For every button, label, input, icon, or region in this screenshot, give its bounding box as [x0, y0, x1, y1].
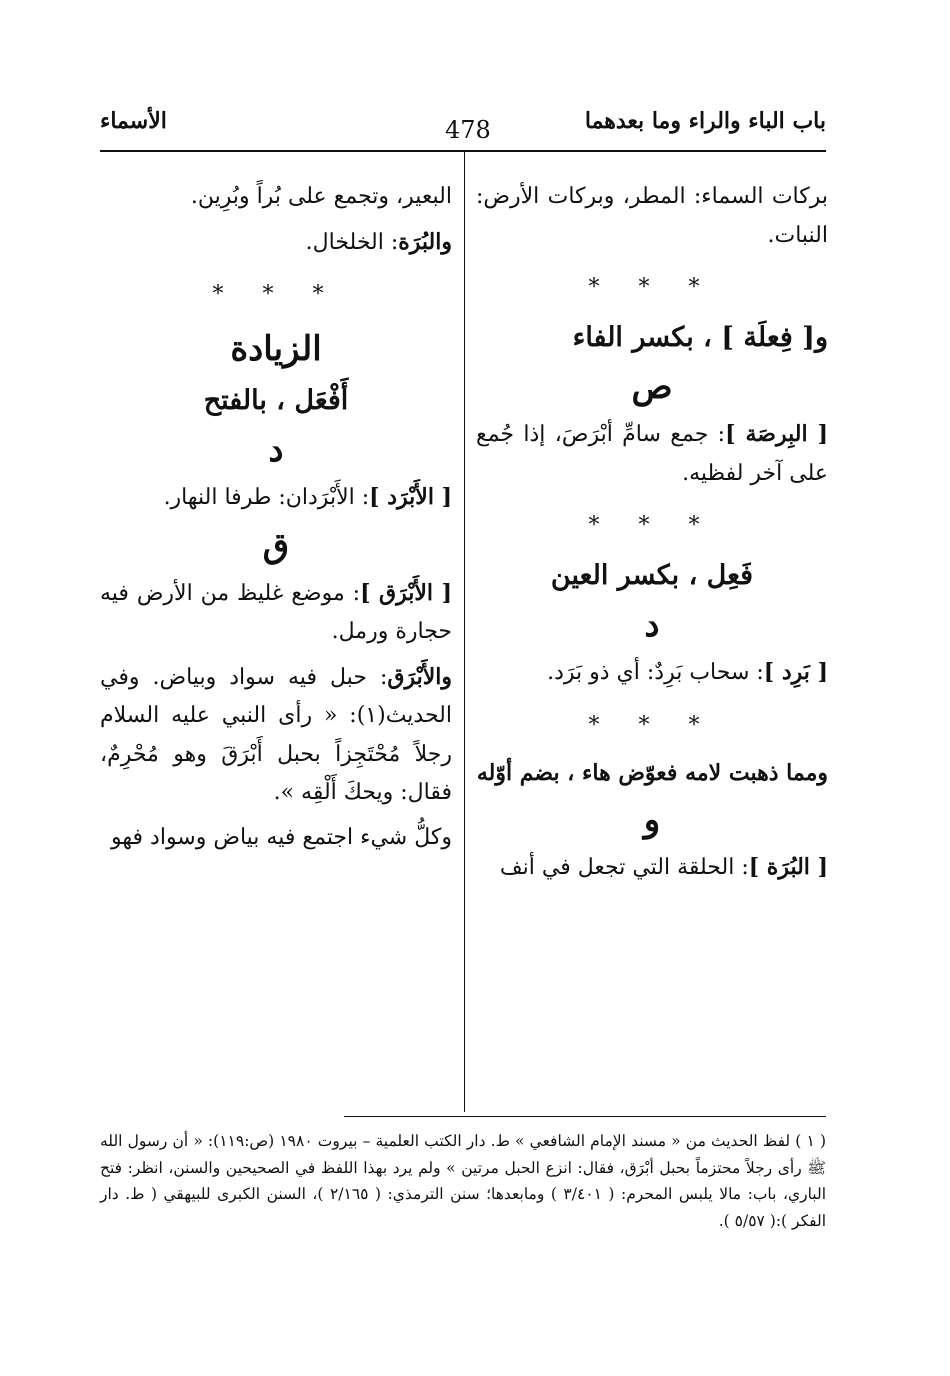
definition: : الأَبْرَدان: طرفا النهار. — [163, 485, 370, 510]
footnote-rule — [344, 1116, 826, 1117]
footnote — [100, 1128, 826, 1235]
headword: [ البِرصَة ] — [725, 421, 828, 447]
section-heading: فَعِل ، بكسر العين — [550, 560, 754, 591]
section-separator: * * * — [212, 282, 340, 307]
definition: : سحاب بَرِدٌ: أي ذو بَرَد. — [547, 660, 764, 685]
entry-paragraph — [476, 848, 828, 888]
section-separator: * * * — [588, 275, 716, 300]
headword: والبُرَة — [398, 228, 452, 255]
running-header — [100, 108, 826, 148]
letter-heading: ص — [631, 367, 673, 407]
entry-paragraph — [100, 478, 452, 518]
headword: والأَبْرَق — [387, 663, 452, 690]
headword: [ الأَبْرَق ] — [360, 579, 452, 606]
left-column — [100, 178, 452, 863]
section-heading: و[ فِعلَة ] ، بكسر الفاء — [572, 322, 828, 353]
column-divider — [464, 152, 465, 1112]
definition: : جمع سامِّ أبْرَصَ، إذا جُمع على آخر لفظيه. — [476, 422, 828, 486]
entry-paragraph: بركات السماء: المطر، وبركات الأرض: النبات. — [476, 184, 828, 248]
headword: [ بَرِد ] — [763, 659, 828, 685]
header-rule — [100, 150, 826, 152]
section-heading: أَفْعَل ، بالفتح — [203, 385, 349, 416]
entry-paragraph — [476, 653, 828, 693]
footnote-text: ( ١ ) لفظ الحديث من « مسند الإمام الشافعي » ط. دار الكتب العلمية – بيروت ١٩٨٠ (ص:١١٩): « أن رسول الله ﷺ رأى رجلاً محتزماً بحبل أبْرَق، فقال: انزع الحبل مرتين » ولم يرد بهذا اللفظ في الصحيحين والسنن، انظر: فتح الباري، باب: مالا يلبس المحرم: ( ٣/٤٠١ ) ومابعدها؛ سنن الترمذي: ( ٢/١٦٥ )، السنن الكبرى للبيهقي ( ط. دار الفكر ):( ٥/٥٧ ). — [100, 1132, 826, 1230]
letter-heading: د — [268, 430, 284, 470]
definition: : الحلقة التي تجعل في أنف — [499, 854, 749, 880]
section-separator: * * * — [588, 513, 716, 538]
entry-paragraph — [100, 574, 452, 652]
major-section-title: الزيادة — [230, 329, 322, 369]
section-heading: ومما ذهبت لامه فعوّض هاء ، بضم أوّله — [476, 759, 828, 786]
definition: : حبل فيه سواد وبياض. وفي الحديث(١): « رأى النبي عليه السلام رجلاً مُحْتَجِزاً بحبل أَبْرَقَ وهو مُحْرِمٌ، فقال: ويحكَ أَلْقِه ». — [100, 664, 452, 805]
definition: : الخلخال. — [305, 229, 399, 255]
letter-heading: ق — [262, 525, 290, 566]
headword: [ الأَبْرَد ] — [369, 484, 452, 510]
entry-paragraph: البعير، وتجمع على بُراً وبُرِين. — [190, 184, 452, 209]
headword: [ البُرَة ] — [748, 853, 828, 880]
section-separator: * * * — [588, 712, 716, 738]
entry-paragraph — [100, 658, 452, 813]
letter-heading: و — [643, 799, 661, 840]
header-chapter-title: باب الباء والراء وما بعدهما — [584, 108, 826, 134]
header-section-title: الأسماء — [100, 108, 167, 134]
definition: : موضع غليظ من الأرض فيه حجارة ورمل. — [100, 580, 452, 644]
entry-paragraph — [100, 223, 452, 263]
page-number: 478 — [445, 116, 491, 144]
letter-heading: د — [644, 605, 660, 645]
entry-paragraph — [476, 415, 828, 493]
right-column — [476, 178, 828, 893]
entry-paragraph: وكلُّ شيء اجتمع فيه بياض وسواد فهو — [111, 824, 452, 850]
